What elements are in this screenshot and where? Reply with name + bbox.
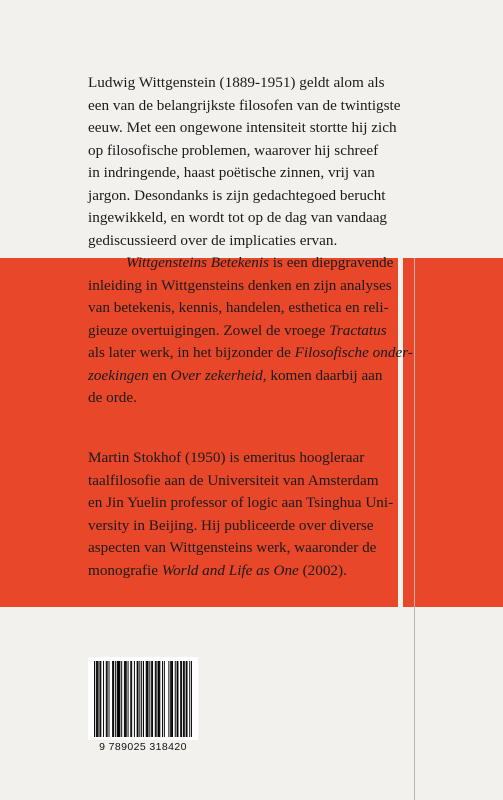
barcode-bar	[128, 661, 129, 737]
barcode-bar	[134, 661, 135, 737]
barcode-bar	[186, 661, 187, 737]
barcode-bar	[187, 661, 188, 737]
barcode-bar	[113, 661, 114, 737]
text-line: in indringende, haast poëtische zinnen, vrij van	[88, 164, 375, 181]
barcode-bar	[143, 661, 144, 737]
barcode-bar	[125, 661, 126, 737]
barcode-bar	[152, 661, 153, 737]
text-line: een van de belangrijkste filosofen van de twintigste	[88, 96, 401, 114]
text-line: eeuw. Met een ongewone intensiteit stortte hij zich	[88, 119, 397, 136]
barcode-bar	[138, 661, 139, 737]
text-line: gediscussieerd over de implicaties ervan.	[88, 231, 338, 249]
text-line: ingewikkeld, en wordt tot op de dag van vandaag	[88, 209, 388, 226]
barcode-bar	[139, 661, 140, 737]
text-line: gieuze overtuigingen. Zowel de vroege Tractatus	[88, 321, 387, 339]
barcode-bar	[100, 661, 101, 737]
barcode-bar	[168, 661, 169, 737]
text-line: als later werk, in het bijzonder de Filosofische onder-	[88, 344, 413, 361]
barcode-bar	[115, 661, 116, 737]
barcode-bar	[126, 661, 127, 737]
barcode-bar	[99, 661, 100, 737]
barcode-bar	[98, 661, 99, 737]
barcode-bar	[109, 661, 110, 737]
work-title-italic: Over zekerheid	[170, 366, 263, 384]
barcode-bar	[121, 661, 122, 737]
barcode-bar	[177, 661, 178, 737]
text-line: Ludwig Wittgenstein (1889-1951) geldt alom als	[88, 74, 385, 91]
barcode-bar	[137, 661, 138, 737]
text-line: versity in Beijing. Hij publiceerde over diverse	[88, 516, 374, 534]
barcode-bar	[184, 661, 185, 737]
barcode-bar	[158, 661, 159, 737]
barcode-bar	[170, 661, 171, 737]
barcode-bar	[172, 661, 173, 737]
isbn-barcode	[88, 657, 198, 740]
barcode-bar	[107, 661, 108, 737]
barcode-bar	[103, 661, 104, 737]
barcode-bar	[159, 661, 160, 737]
barcode-bar	[180, 661, 181, 737]
barcode-bar	[151, 661, 152, 737]
barcode-bar	[147, 661, 148, 737]
text-line: aspecten van Wittgensteins werk, waaronder de	[88, 539, 377, 556]
text-line: monografie World and Life as One (2002).	[88, 561, 347, 579]
barcode-bar	[177, 661, 178, 737]
barcode-bar	[175, 661, 176, 737]
work-title-italic: Tractatus	[329, 321, 387, 339]
text-line: van betekenis, kennis, handelen, esthetica en reli-	[88, 299, 389, 316]
work-title-italic: zoekingen	[88, 366, 149, 384]
barcode-bar	[124, 661, 125, 737]
text-line: op filosofische problemen, waarover hij schreef	[88, 141, 379, 159]
barcode-bar	[155, 661, 156, 737]
barcode-bar	[171, 661, 172, 737]
barcode-bar	[181, 661, 182, 737]
text-line: Wittgensteins Betekenis is een diepgravende	[126, 254, 394, 271]
isbn-number: 9 789025 318420	[99, 741, 187, 753]
barcode-bar	[131, 661, 132, 737]
barcode-bar	[117, 661, 118, 737]
barcode-bar	[191, 661, 192, 737]
barcode-bar	[146, 661, 147, 737]
work-title-italic: World and Life as One	[161, 561, 299, 579]
text-line: inleiding in Wittgensteins denken en zijn analyses	[88, 276, 392, 294]
barcode-bar	[97, 661, 98, 737]
barcode-bar	[164, 661, 165, 737]
author-bio	[88, 447, 438, 582]
barcode-bar	[112, 661, 113, 737]
barcode-bar	[96, 661, 97, 737]
barcode-bar	[189, 661, 190, 737]
barcode-bar	[119, 661, 120, 737]
barcode-bar	[141, 661, 142, 737]
text-line: zoekingen en Over zekerheid, komen daarbij aan	[88, 366, 383, 384]
barcode-bar	[118, 661, 119, 737]
barcode-bar	[119, 661, 120, 737]
work-title-italic: Filosofische onder-	[294, 344, 413, 361]
barcode-bar	[156, 661, 157, 737]
barcode-bar	[183, 661, 184, 737]
barcode-bar	[149, 661, 150, 737]
barcode-bar	[148, 661, 149, 737]
barcode-bars	[94, 661, 192, 737]
text-line: Martin Stokhof (1950) is emeritus hoogleraar	[88, 449, 365, 466]
barcode-bar	[106, 661, 107, 737]
text-line: jargon. Desondanks is zijn gedachtegoed berucht	[88, 186, 386, 204]
book-title-italic: Wittgensteins Betekenis	[126, 254, 269, 271]
text-line: de orde.	[88, 389, 137, 406]
text-line: taalfilosofie aan de Universiteit van Amsterdam	[88, 471, 379, 489]
blurb-paragraph-1	[88, 72, 438, 252]
blurb-paragraph-2	[88, 252, 438, 410]
barcode-bar	[130, 661, 131, 737]
barcode-bar	[162, 661, 163, 737]
barcode-bar	[94, 661, 95, 737]
text-line: en Jin Yuelin professor of logic aan Tsinghua Uni-	[88, 494, 394, 511]
barcode-bar	[158, 661, 159, 737]
